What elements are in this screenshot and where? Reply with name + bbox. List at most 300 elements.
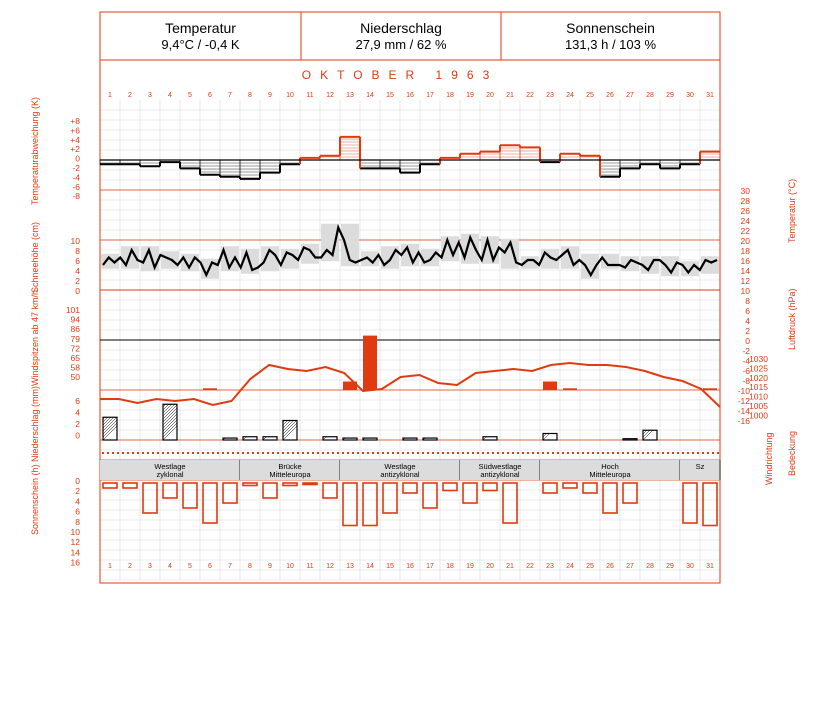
cloud-dot xyxy=(587,452,589,454)
cloud-dot xyxy=(227,452,229,454)
cloud-dot xyxy=(257,452,259,454)
day-number: 29 xyxy=(666,92,674,99)
cloud-dot xyxy=(322,452,324,454)
day-number: 28 xyxy=(646,563,654,570)
wind-bar xyxy=(343,382,357,391)
cloud-dot xyxy=(512,452,514,454)
cloud-dot xyxy=(537,452,539,454)
anomaly-bar xyxy=(380,160,400,168)
day-number: 6 xyxy=(208,92,212,99)
precip-tick: 4 xyxy=(75,407,80,418)
sunshine-bar xyxy=(123,483,137,488)
cloud-dot xyxy=(577,452,579,454)
temp-range xyxy=(661,256,679,276)
precip-hatch xyxy=(543,434,544,435)
cloud-dot xyxy=(702,452,704,454)
precip-hatch xyxy=(103,420,117,434)
sunshine-title: Sonnenschein xyxy=(566,20,655,36)
temperature-title: Temperatur xyxy=(165,20,236,36)
cloud-dot xyxy=(692,452,694,454)
cloud-dot xyxy=(472,452,474,454)
cloud-dot xyxy=(237,452,239,454)
cloud-dot xyxy=(542,452,544,454)
sunshine-bar xyxy=(263,483,277,498)
cloud-dot xyxy=(407,452,409,454)
cloud-dot xyxy=(317,452,319,454)
day-number: 25 xyxy=(586,563,594,570)
sunshine-bar xyxy=(143,483,157,513)
cloud-dot xyxy=(582,452,584,454)
cloud-dot xyxy=(402,452,404,454)
day-number: 9 xyxy=(268,92,272,99)
wind-tick: 72 xyxy=(70,343,80,354)
cloud-dot xyxy=(167,452,169,454)
anomaly-bar xyxy=(260,160,280,173)
wind-tick: 79 xyxy=(70,333,80,344)
anomaly-bar xyxy=(360,160,380,168)
sun-tick: 10 xyxy=(70,527,80,537)
anomaly-bar xyxy=(400,160,420,173)
wind-bar xyxy=(543,382,557,391)
cloud-dot xyxy=(157,452,159,454)
day-number: 20 xyxy=(486,92,494,99)
temperature-tick: -16 xyxy=(737,416,750,426)
day-number: 16 xyxy=(406,563,414,570)
precip-bar xyxy=(543,434,557,441)
pressure-tick: 1030 xyxy=(749,354,768,364)
cloud-dot xyxy=(607,452,609,454)
cloud-dot xyxy=(282,452,284,454)
day-number: 10 xyxy=(286,92,294,99)
sun-tick: 0 xyxy=(75,476,80,486)
sunshine-bar xyxy=(383,483,397,513)
day-number: 27 xyxy=(626,563,634,570)
anomaly-bar xyxy=(520,147,540,160)
cloud-dot xyxy=(497,452,499,454)
precip-hatch xyxy=(283,426,297,440)
cloud-dot xyxy=(562,452,564,454)
pressure-tick: 1000 xyxy=(749,410,768,421)
label-wind-direction: Windrichtung xyxy=(764,432,774,485)
day-number: 26 xyxy=(606,563,614,570)
cloud-dot xyxy=(107,452,109,454)
sunshine-bar xyxy=(443,483,457,491)
cloud-dot xyxy=(477,452,479,454)
cloud-dot xyxy=(342,452,344,454)
day-number: 24 xyxy=(566,92,574,99)
cloud-dot xyxy=(102,452,104,454)
sunshine-bar xyxy=(563,483,577,488)
day-number: 3 xyxy=(148,563,152,570)
precip-bar xyxy=(363,438,377,440)
sun-tick: 16 xyxy=(70,557,80,568)
cloud-dot xyxy=(112,452,114,454)
cloud-dot xyxy=(487,452,489,454)
cloud-dot xyxy=(132,452,134,454)
cloud-dot xyxy=(427,452,429,454)
cloud-dot xyxy=(277,452,279,454)
wind-tick: 58 xyxy=(70,362,80,373)
cloud-dot xyxy=(247,452,249,454)
temperature-tick: -10 xyxy=(737,386,750,396)
pressure-tick: 1010 xyxy=(749,391,768,402)
cloud-dot xyxy=(647,452,649,454)
cloud-dot xyxy=(232,452,234,454)
cloud-dot xyxy=(307,452,309,454)
cloud-dot xyxy=(242,452,244,454)
weather-type-line: zyklonal xyxy=(156,470,184,479)
day-number: 18 xyxy=(446,563,454,570)
cloud-dot xyxy=(602,452,604,454)
weather-type-line: Westlage xyxy=(154,462,186,471)
cloud-dot xyxy=(467,452,469,454)
precip-bar xyxy=(263,437,277,440)
precip-bar xyxy=(403,438,417,440)
cloud-dot xyxy=(522,452,524,454)
label-snow: Schneehöhe (cm) xyxy=(30,221,40,293)
wind-bar xyxy=(703,388,717,390)
cloud-dot xyxy=(502,452,504,454)
cloud-dot xyxy=(627,452,629,454)
cloud-dot xyxy=(642,452,644,454)
precip-hatch xyxy=(643,430,650,437)
day-number: 8 xyxy=(248,563,252,570)
precip-hatch xyxy=(103,417,114,428)
sunshine-bar xyxy=(243,483,257,486)
day-number: 1 xyxy=(108,563,112,570)
temperature-tick: 14 xyxy=(740,266,750,276)
day-number: 5 xyxy=(188,92,192,99)
cloud-dot xyxy=(447,452,449,454)
cloud-dot xyxy=(117,452,119,454)
label-wind: Windspitzen ab 47 km/h xyxy=(30,289,40,386)
cloud-dot xyxy=(267,452,269,454)
sun-tick: 12 xyxy=(70,537,80,548)
day-number: 21 xyxy=(506,92,514,99)
day-number: 14 xyxy=(366,92,374,99)
sun-tick: 2 xyxy=(75,486,80,497)
sunshine-bar xyxy=(543,483,557,493)
day-number: 31 xyxy=(706,92,714,99)
anomaly-tick: -4 xyxy=(72,172,80,183)
precip-hatch xyxy=(283,421,291,429)
cloud-dot xyxy=(532,452,534,454)
cloud-dot xyxy=(657,452,659,454)
cloud-dot xyxy=(202,452,204,454)
temperature-tick: 26 xyxy=(740,206,750,216)
precip-tick: 0 xyxy=(75,430,80,441)
cloud-dot xyxy=(162,452,164,454)
day-number: 24 xyxy=(566,563,574,570)
cloud-dot xyxy=(462,452,464,454)
cloud-dot xyxy=(412,452,414,454)
cloud-dot xyxy=(392,452,394,454)
precip-hatch xyxy=(543,434,550,441)
label-cloud: Bedeckung xyxy=(787,430,797,476)
cloud-dot xyxy=(492,452,494,454)
temperature-tick: 18 xyxy=(740,246,750,256)
cloud-dot xyxy=(292,452,294,454)
label-precip: Niederschlag (mm) xyxy=(30,385,40,462)
weather-type-line: Westlage xyxy=(384,462,416,471)
anomaly-bar xyxy=(200,160,220,175)
sunshine-value: 131,3 h / 103 % xyxy=(564,37,657,52)
cloud-dot xyxy=(572,452,574,454)
day-number: 21 xyxy=(506,563,514,570)
cloud-dot xyxy=(337,452,339,454)
day-number: 20 xyxy=(486,563,494,570)
cloud-dot xyxy=(387,452,389,454)
temperature-tick: 0 xyxy=(745,336,750,346)
temperature-tick: 30 xyxy=(740,186,750,196)
day-number: 17 xyxy=(426,92,434,99)
cloud-dot xyxy=(457,452,459,454)
cloud-dot xyxy=(672,452,674,454)
cloud-dot xyxy=(697,452,699,454)
sun-tick: 4 xyxy=(75,496,80,507)
cloud-dot xyxy=(172,452,174,454)
temperature-tick: 12 xyxy=(740,276,750,286)
wind-bar xyxy=(563,388,577,390)
cloud-dot xyxy=(592,452,594,454)
day-number: 9 xyxy=(268,563,272,570)
cloud-dot xyxy=(207,452,209,454)
sunshine-bar xyxy=(183,483,197,508)
temperature-tick: -6 xyxy=(742,366,750,376)
cloud-dot xyxy=(352,452,354,454)
cloud-dot xyxy=(142,452,144,454)
precip-hatch xyxy=(163,426,177,440)
cloud-dot xyxy=(197,452,199,454)
sun-tick: 14 xyxy=(70,547,80,558)
day-number: 19 xyxy=(466,563,474,570)
weather-type-label xyxy=(380,462,420,479)
day-number: 6 xyxy=(208,563,212,570)
precip-hatch xyxy=(283,421,297,435)
temperature-tick: 16 xyxy=(740,256,750,266)
cloud-dot xyxy=(677,452,679,454)
precip-bar xyxy=(323,437,337,440)
pressure-tick: 1025 xyxy=(749,363,768,374)
anomaly-tick: +2 xyxy=(70,144,80,155)
label-temp-anomaly: Temperaturabweichung (K) xyxy=(30,96,40,205)
temp-range xyxy=(621,256,639,271)
day-number: 15 xyxy=(386,563,394,570)
day-number: 28 xyxy=(646,92,654,99)
cloud-dot xyxy=(397,452,399,454)
cloud-dot xyxy=(187,452,189,454)
label-sun: Sonnenschein (h) xyxy=(30,464,40,535)
wind-tick: 86 xyxy=(70,324,80,335)
temperature-tick: -12 xyxy=(737,396,750,406)
precip-tick: 6 xyxy=(75,396,80,406)
day-number: 22 xyxy=(526,92,534,99)
month-title: OKTOBER 1963 xyxy=(301,68,499,82)
temperature-tick: 6 xyxy=(745,306,750,316)
wind-tick: 101 xyxy=(65,305,80,315)
cloud-dot xyxy=(717,452,719,454)
precip-bar xyxy=(483,437,497,440)
cloud-dot xyxy=(382,452,384,454)
weather-type-panel xyxy=(100,460,720,480)
anomaly-bar xyxy=(600,160,620,177)
day-number: 23 xyxy=(546,563,554,570)
cloud-dot xyxy=(302,452,304,454)
cloud-dot xyxy=(707,452,709,454)
sunshine-bar xyxy=(423,483,437,508)
temp-range xyxy=(421,249,439,267)
weather-type-label xyxy=(696,462,705,471)
weather-type-line: Mitteleuropa xyxy=(589,470,631,479)
cloud-dot xyxy=(332,452,334,454)
day-number: 4 xyxy=(168,92,172,99)
temperature-tick: 4 xyxy=(745,316,750,326)
anomaly-bar xyxy=(660,160,680,168)
day-number: 1 xyxy=(108,92,112,99)
anomaly-tick: -2 xyxy=(72,163,80,173)
temp-anomaly-panel xyxy=(100,137,720,179)
day-number: 3 xyxy=(148,92,152,99)
cloud-dot xyxy=(272,452,274,454)
cloud-dot xyxy=(297,452,299,454)
label-temperature: Temperatur (°C) xyxy=(787,178,797,243)
precip-hatch xyxy=(643,430,653,440)
cloud-dot xyxy=(612,452,614,454)
cloud-dot xyxy=(662,452,664,454)
cloud-dot xyxy=(147,452,149,454)
precip-bar xyxy=(423,438,437,440)
anomaly-tick: 0 xyxy=(75,153,80,164)
snow-tick: 4 xyxy=(75,266,80,276)
pressure-line xyxy=(100,363,720,407)
cloud-dot xyxy=(287,452,289,454)
precip-hatch xyxy=(163,411,177,425)
anomaly-tick: -8 xyxy=(72,191,80,202)
day-number: 27 xyxy=(626,92,634,99)
weather-type-line: antizyklonal xyxy=(480,470,520,479)
cloud-dot xyxy=(417,452,419,454)
weather-type-label xyxy=(154,462,185,479)
cloud-dot xyxy=(527,452,529,454)
cloud-dot xyxy=(192,452,194,454)
cloud-dot xyxy=(152,452,154,454)
cloud-dot xyxy=(262,452,264,454)
sunshine-bar xyxy=(403,483,417,493)
cloud-dot xyxy=(712,452,714,454)
precip-hatch xyxy=(163,405,177,419)
temperature-tick: -14 xyxy=(737,406,750,416)
sunshine-bar xyxy=(503,483,517,523)
sunshine-bar xyxy=(603,483,617,513)
cloud-dot xyxy=(437,452,439,454)
snow-tick: 8 xyxy=(75,246,80,256)
day-number: 19 xyxy=(466,92,474,99)
temperature-value: 9,4°C / -0,4 K xyxy=(161,37,240,52)
snow-tick: 0 xyxy=(75,286,80,296)
cloud-dot xyxy=(347,452,349,454)
weather-type-line: Hoch xyxy=(601,462,619,471)
label-pressure: Luftdruck (hPa) xyxy=(787,288,797,350)
cloud-dot xyxy=(357,452,359,454)
day-number: 11 xyxy=(306,92,314,99)
cloud-dot xyxy=(362,452,364,454)
pressure-tick: 1020 xyxy=(749,372,768,383)
cloud-dot xyxy=(617,452,619,454)
sunshine-bar xyxy=(323,483,337,498)
anomaly-tick: +4 xyxy=(70,134,80,145)
weather-type-line: Sz xyxy=(695,462,705,471)
precip-hatch xyxy=(163,404,169,410)
cloud-dot xyxy=(597,452,599,454)
precip-hatch xyxy=(163,417,177,431)
cloud-dot xyxy=(127,452,129,454)
day-number: 8 xyxy=(248,92,252,99)
wind-tick: 50 xyxy=(70,372,80,383)
sunshine-bar xyxy=(583,483,597,493)
sun-tick: 6 xyxy=(75,506,80,517)
anomaly-bar xyxy=(220,160,240,177)
day-number: 29 xyxy=(666,563,674,570)
cloud-dot xyxy=(517,452,519,454)
anomaly-bar xyxy=(620,160,640,168)
anomaly-bar xyxy=(340,137,360,160)
sunshine-bar xyxy=(483,483,497,491)
anomaly-bar xyxy=(700,152,720,160)
wind-bar xyxy=(363,336,377,390)
cloud-dot xyxy=(622,452,624,454)
cloud-dot xyxy=(222,452,224,454)
cloud-dot xyxy=(632,452,634,454)
weather-type-line: Mitteleuropa xyxy=(269,470,311,479)
snow-tick: 2 xyxy=(75,276,80,286)
day-number: 23 xyxy=(546,92,554,99)
sunshine-panel xyxy=(103,483,717,526)
day-number: 12 xyxy=(326,92,334,99)
cloud-dot xyxy=(217,452,219,454)
weather-type-label xyxy=(479,462,522,479)
precip-hatch xyxy=(163,414,177,428)
precip-bar xyxy=(343,438,357,440)
day-number: 2 xyxy=(128,563,132,570)
cloud-dot xyxy=(372,452,374,454)
precipitation-title: Niederschlag xyxy=(360,20,442,36)
wind-bar xyxy=(203,388,217,390)
sunshine-bar xyxy=(103,483,117,488)
day-number: 4 xyxy=(168,563,172,570)
day-number: 31 xyxy=(706,563,714,570)
sunshine-bar xyxy=(343,483,357,526)
cloud-dot xyxy=(482,452,484,454)
pressure-panel xyxy=(100,363,720,407)
sun-tick: 8 xyxy=(75,516,80,527)
temperature-tick: 10 xyxy=(740,286,750,296)
cloud-dot xyxy=(367,452,369,454)
precip-hatch xyxy=(283,421,294,432)
cloud-dot xyxy=(637,452,639,454)
sunshine-bar xyxy=(163,483,177,498)
day-number: 22 xyxy=(526,563,534,570)
day-number: 5 xyxy=(188,563,192,570)
day-number: 30 xyxy=(686,563,694,570)
temperature-tick: 22 xyxy=(740,226,750,236)
cloud-dot xyxy=(687,452,689,454)
sunshine-bar xyxy=(703,483,717,526)
cloud-dot xyxy=(327,452,329,454)
precip-hatch xyxy=(103,426,117,440)
temperature-tick: 8 xyxy=(745,296,750,306)
anomaly-bar xyxy=(500,145,520,160)
temperature-tick: 24 xyxy=(740,216,750,226)
